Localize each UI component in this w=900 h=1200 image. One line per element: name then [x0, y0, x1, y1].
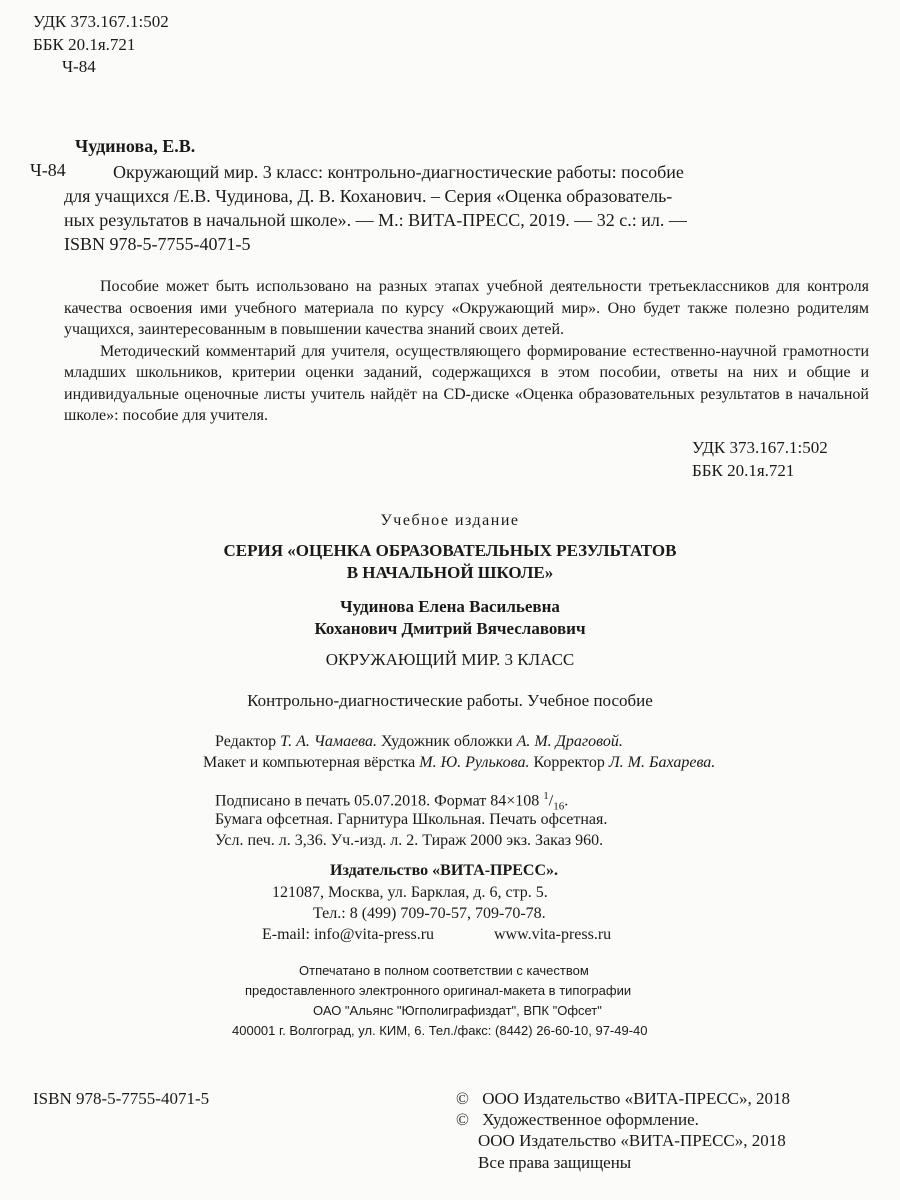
copyright-icon: ©	[456, 1089, 469, 1108]
format-denominator: 16	[553, 800, 565, 813]
copyright-icon: ©	[456, 1110, 469, 1129]
credits-line-2	[203, 754, 715, 772]
bibliography-line: для учащихся /Е.В. Чудинова, Д. В. Коханович. – Серия «Оценка образователь-	[64, 186, 673, 206]
classification-udk: УДК 373.167.1:502	[692, 438, 828, 457]
printer-line: Отпечатано в полном соответствии с качеством	[299, 963, 589, 978]
abstract-paragraph: Методический комментарий для учителя, осуществляющего формирование естественно-научной грамотности младших школьников, критерии оценки заданий, содержащихся в этом пособии, ответы на них и общие и индивидуальные оценочные листы учитель найдёт на CD-диске «Оценка образовательных результатов в начальной школе»: пособие для учителя.	[64, 342, 869, 424]
series-title-line1: СЕРИЯ «ОЦЕНКА ОБРАЗОВАТЕЛЬНЫХ РЕЗУЛЬТАТОВ	[223, 541, 677, 560]
copyright-line-1	[456, 1089, 790, 1109]
format-numerator: 1	[543, 790, 549, 802]
book-subtitle: Контрольно-диагностические работы. Учебное пособие	[247, 691, 653, 710]
editor-name: Т. А. Чамаева.	[280, 733, 378, 750]
bibliography-line: ных результатов в начальной школе». — М.: ВИТА-ПРЕСС, 2019. — 32 с.: ил. —	[64, 210, 687, 230]
edition-type: Учебное издание	[380, 512, 520, 529]
proof-name: Л. М. Бахарева.	[608, 754, 716, 771]
publisher-phone: Тел.: 8 (499) 709-70-57, 709-70-78.	[313, 905, 546, 922]
bibliography-author: Чудинова, Е.В.	[75, 136, 196, 156]
header-bbk: ББК 20.1я.721	[33, 35, 136, 54]
publisher-address: 121087, Москва, ул. Барклая, д. 6, стр. 5.	[272, 884, 548, 901]
header-code: Ч-84	[62, 57, 96, 76]
layout-name: М. Ю. Рулькова.	[419, 754, 530, 771]
printer-line: 400001 г. Волгоград, ул. КИМ, 6. Тел./факс: (8442) 26-60-10, 97-49-40	[232, 1023, 648, 1038]
publisher-name: Издательство «ВИТА-ПРЕСС».	[330, 862, 559, 879]
editor-label: Редактор	[215, 733, 277, 750]
header-udk: УДК 373.167.1:502	[33, 12, 169, 31]
author-1: Чудинова Елена Васильевна	[340, 597, 560, 616]
footer-isbn: ISBN 978-5-7755-4071-5	[33, 1089, 210, 1108]
printing-volume: Усл. печ. л. 3,36. Уч.-изд. л. 2. Тираж 2000 экз. Заказ 960.	[215, 832, 604, 849]
publisher-website: www.vita-press.ru	[494, 926, 612, 943]
publisher-email: E-mail: info@vita-press.ru	[262, 926, 435, 943]
artist-label: Художник обложки	[381, 733, 513, 750]
copyright-line-3: ООО Издательство «ВИТА-ПРЕСС», 2018	[478, 1131, 786, 1150]
printing-paper: Бумага офсетная. Гарнитура Школьная. Печать офсетная.	[215, 811, 608, 828]
bibliography-line: Окружающий мир. 3 класс: контрольно-диагностические работы: пособие	[113, 162, 684, 182]
printing-signed-text: Подписано в печать 05.07.2018. Формат 84×108	[215, 792, 540, 810]
copyright-text: Художественное оформление.	[482, 1110, 699, 1129]
bibliography-line: ISBN 978-5-7755-4071-5	[64, 234, 251, 254]
classification-bbk: ББК 20.1я.721	[692, 461, 795, 480]
printer-line: предоставленного электронного оригинал-макета в типографии	[245, 983, 632, 998]
abstract-paragraph: Пособие может быть использовано на разных этапах учебной деятельности третьеклассников для контроля качества освоения ими учебного материала по курсу «Окружающий мир». Оно будет также полезно родителям учащихся, заинтересованным в повышении качества знаний своих детей.	[64, 278, 869, 338]
abstract	[64, 276, 869, 427]
artist-name: А. М. Драговой.	[516, 733, 623, 750]
copyright-line-2	[456, 1110, 699, 1130]
bibliography-record	[64, 160, 873, 256]
bibliography-code: Ч-84	[30, 160, 66, 180]
series-title-line2: В НАЧАЛЬНОЙ ШКОЛЕ»	[346, 563, 554, 582]
author-2: Коханович Дмитрий Вячеславович	[314, 619, 586, 638]
copyright-text: ООО Издательство «ВИТА-ПРЕСС», 2018	[482, 1089, 791, 1108]
rights-reserved: Все права защищены	[478, 1153, 632, 1172]
layout-label: Макет и компьютерная вёрстка	[203, 754, 416, 771]
printing-signed: Подписано в печать 05.07.2018. Формат 84×108 $^1/_{16}$.	[215, 790, 569, 813]
credits-line-1	[215, 733, 623, 751]
proof-label: Корректор	[533, 754, 605, 771]
book-title: ОКРУЖАЮЩИЙ МИР. 3 КЛАСС	[325, 650, 575, 669]
printer-line: ОАО "Альянс "Югполиграфиздат", ВПК "Офсет"	[313, 1003, 602, 1018]
